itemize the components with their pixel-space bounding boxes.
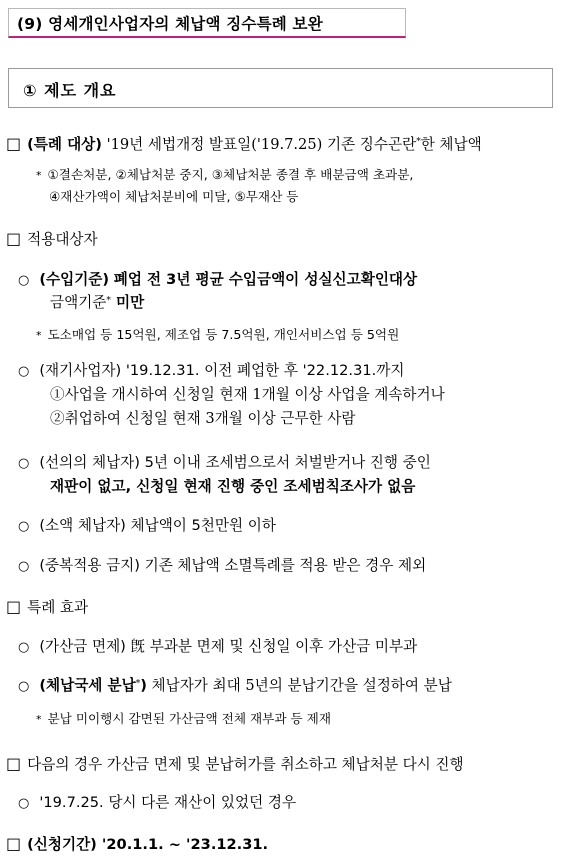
- duplicate-prohibition: [18, 556, 426, 577]
- square-bullet-icon: □: [6, 834, 22, 853]
- target-text: '19년 세법개정 발표일('19.7.25) 기존 징수곤란: [101, 136, 417, 153]
- circle-bullet-icon: ○: [18, 679, 30, 694]
- income-text-3: 미만: [110, 294, 145, 311]
- section-title: (9) 영세개인사업자의 체납액 징수특례 보완: [8, 8, 406, 38]
- installment-sup: *: [135, 679, 141, 689]
- good-faith-line-2: 재판이 없고, 신청일 현재 진행 중인 조세범칙조사가 없음: [50, 478, 416, 495]
- small-debtor-text: (소액 체납자) 체납액이 5천만원 이하: [39, 517, 276, 534]
- circle-bullet-icon: ○: [18, 519, 30, 534]
- good-faith-text-1: (선의의 체납자) 5년 이내 조세범으로서 처벌받거나 진행 중인: [39, 454, 431, 471]
- restart-line-2: ①사업을 개시하여 신청일 현재 1개월 이상 사업을 계속하거나: [50, 386, 445, 403]
- income-text-2: 금액기준: [50, 294, 107, 311]
- note-2-text: 도소매업 등 15억원, 제조업 등 7.5억원, 개인서비스업 등 5억원: [47, 327, 400, 342]
- asterisk-icon: *: [36, 329, 42, 342]
- asterisk-icon: *: [36, 169, 42, 182]
- subsection-box: ① 제도 개요: [8, 68, 553, 108]
- circle-bullet-icon: ○: [18, 796, 30, 811]
- income-criterion: [18, 270, 417, 291]
- applicant-heading: [6, 229, 98, 250]
- note-3: [36, 709, 331, 730]
- note-1-line-2: ④재산가액이 체납처분비에 미달, ⑤무재산 등: [49, 189, 299, 204]
- installment-text: 체납자가 최대 5년의 분납기간을 설정하여 분납: [146, 677, 452, 694]
- effect-heading-text: 특례 효과: [27, 599, 89, 616]
- restart-line-3: ②취업하여 신청일 현재 3개월 이상 근무한 사람: [50, 410, 356, 427]
- income-line-2: [50, 293, 144, 313]
- note-2: [36, 325, 399, 346]
- duplicate-text: (중복적용 금지) 기존 체납액 소멸특례를 적용 받은 경우 제외: [39, 557, 427, 574]
- other-assets-case: [18, 793, 296, 814]
- target-sup: *: [416, 137, 421, 147]
- note-1-text-1: ①결손처분, ②체납처분 중지, ③체납처분 종결 후 배분금액 초과분,: [47, 167, 414, 182]
- small-debtor: [18, 516, 276, 537]
- installment-label: (체납국세 분납: [39, 677, 136, 694]
- square-bullet-icon: □: [6, 597, 22, 616]
- square-bullet-icon: □: [6, 754, 22, 773]
- circle-bullet-icon: ○: [18, 559, 30, 574]
- income-sup: *: [106, 296, 111, 306]
- restart-business: [18, 361, 404, 382]
- penalty-exemption: [18, 637, 417, 658]
- cancellation-row: [6, 754, 464, 775]
- asterisk-icon: *: [36, 713, 42, 726]
- effect-heading: [6, 597, 88, 618]
- note-3-text: 분납 미이행시 감면된 가산금액 전체 재부과 등 제재: [47, 711, 331, 726]
- circle-bullet-icon: ○: [18, 456, 30, 471]
- good-faith-debtor: [18, 453, 431, 474]
- square-bullet-icon: □: [6, 134, 22, 153]
- income-label: (수입기준): [39, 271, 110, 288]
- note-1-line-1: [36, 165, 413, 186]
- income-text-1: 폐업 전 3년 평균 수입금액이 성실신고확인대상: [113, 271, 418, 288]
- square-bullet-icon: □: [6, 229, 22, 248]
- installment-label-end: ): [140, 677, 147, 694]
- application-period: [6, 834, 268, 855]
- restart-text-1: (재기사업자) '19.12.31. 이전 폐업한 후 '22.12.31.까지: [39, 362, 405, 379]
- circle-bullet-icon: ○: [18, 640, 30, 655]
- target-label: (특례 대상): [27, 136, 102, 153]
- applicant-heading-text: 적용대상자: [27, 231, 98, 248]
- target-row: [6, 134, 482, 155]
- other-assets-text: '19.7.25. 당시 다른 재산이 있었던 경우: [39, 794, 297, 811]
- circle-bullet-icon: ○: [18, 273, 30, 288]
- circle-bullet-icon: ○: [18, 364, 30, 379]
- cancellation-text: 다음의 경우 가산금 면제 및 분납허가를 취소하고 체납처분 다시 진행: [27, 756, 464, 773]
- installment: [18, 676, 452, 697]
- penalty-text: (가산금 면제) 旣 부과분 면제 및 신청일 이후 가산금 미부과: [39, 638, 418, 655]
- target-text-end: 한 체납액: [420, 136, 482, 153]
- application-period-text: (신청기간) '20.1.1. ~ '23.12.31.: [27, 836, 269, 853]
